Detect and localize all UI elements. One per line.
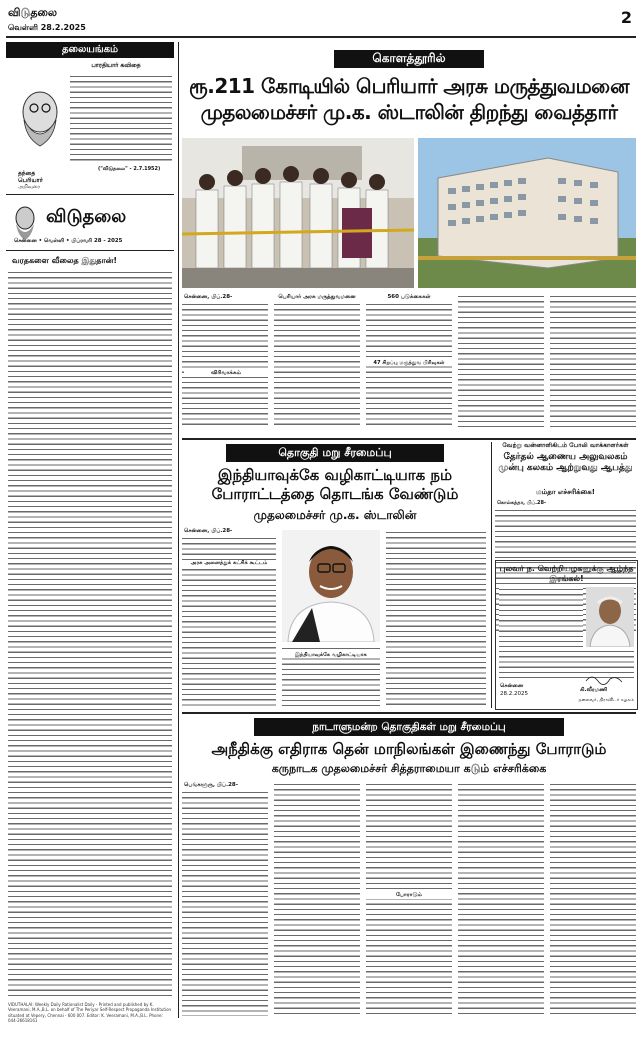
tribute-signer: கி.வீரமணி (580, 687, 608, 693)
story3-kicker-text: நாடாளுமன்ற தொகுதிகள் மறு சீரமைப்பு (312, 720, 506, 733)
divider (182, 712, 636, 714)
story3-col-1 (182, 790, 268, 1016)
story-delimitation (182, 442, 488, 710)
lead-kicker (334, 50, 484, 68)
periyar-portrait (14, 76, 66, 164)
issue-date: வெள்ளி 28.2.2025 (8, 23, 86, 32)
ad-line-2: பெரியார் (18, 177, 43, 184)
story3-col-3 (366, 782, 452, 1016)
lead-headline-2: முதலமைச்சர் மு.க. ஸ்டாலின் திறந்து வைத்தார் (200, 100, 618, 124)
ad-line-3: அறிவுரை (18, 184, 40, 190)
story2-dateline: சென்னை, பிப்.28- (184, 528, 233, 534)
lead-story (182, 44, 636, 436)
tribute-photo (586, 587, 634, 647)
viduthalai-logo (6, 200, 174, 248)
tribute-place: சென்னை (500, 683, 524, 689)
lead-kicker-text: கொளத்தூரில் (372, 51, 446, 65)
story2-kicker-text: தொகுதி மறு சீரமைப்பு (278, 445, 392, 459)
story2-col-3 (386, 530, 486, 706)
story3-subhead: போராடும் (366, 892, 452, 899)
tribute-signer-title: தலைவர், திராவிடர் கழகம் (578, 698, 634, 703)
editorial-column (6, 42, 174, 1022)
box-headline: தேர்தல் ஆணைய அலுவலகம் முன்பு கலகம் ஆற்றுவது ஆபத்து (498, 452, 633, 473)
tribute-date: 28.2.2025 (500, 691, 528, 697)
signature-mark (584, 673, 624, 685)
box-byline: மம்தா எச்சரிக்கை! (536, 488, 595, 496)
lead-subhead-3: விரிவாக்கம் (184, 370, 268, 377)
story3-byline: கருநாடக முதலமைச்சர் சித்தராமையா கடும் எச்சரிக்கை (271, 762, 547, 775)
story-mamata (495, 442, 636, 552)
story3-col-4 (458, 782, 544, 1016)
divider (182, 438, 636, 440)
lead-col-2 (274, 302, 360, 428)
story3-col-2 (274, 782, 360, 1016)
story2-kicker (226, 444, 444, 462)
editorial-headline: வரதகளை வீலைத இதுதான்! (12, 256, 118, 265)
lead-headline-1: ரூ.211 கோடியில் பெரியார் அரசு மருத்துவமனை (189, 74, 629, 98)
box-dateline: கொல்கத்தா, பிப்.28- (497, 500, 547, 506)
lead-subhead-2: 560 படுக்கைகள் (387, 294, 431, 300)
divider (6, 194, 174, 195)
quote-text (70, 74, 172, 164)
editorial-body (8, 270, 172, 998)
ad-line-1: தந்தை (18, 170, 36, 177)
story2-headline: இந்தியாவுக்கே வழிகாட்டியாக நம் போராட்டத்தை தொடங்க வேண்டும் (211, 466, 459, 503)
column-rule (178, 42, 179, 1018)
masthead (0, 0, 642, 40)
column-rule (491, 442, 492, 708)
editorial-section-title: தலையங்கம் (6, 42, 174, 58)
lead-col-1 (182, 302, 268, 428)
divider (6, 250, 174, 251)
logo-text: விடுதலை (46, 206, 127, 227)
stalin-photo (282, 530, 380, 642)
logo-portrait-icon (10, 202, 40, 242)
story2-byline: முதலமைச்சர் மு.க. ஸ்டாலின் (253, 508, 417, 522)
masthead-rule (6, 36, 636, 38)
story-siddaramaiah (182, 716, 636, 1020)
page-number: 2 (620, 8, 632, 27)
lead-photo-inauguration (182, 138, 414, 288)
lead-dateline: சென்னை, பிப்.28- (184, 294, 233, 300)
box-kicker: வேற்று வன்னாளிகிடம் போலி வாக்காளர்கள் (502, 442, 629, 449)
logo-dateline: சென்னை • வெள்ளி • பிப்ரவரி 28 - 2025 (14, 238, 123, 244)
paper-name: விடுதலை (8, 6, 58, 19)
story2-subhead-1: அரசு அனைத்துக் கட்சிக் கூட்டம் (182, 560, 276, 566)
story3-headline: அநீதிக்கு எதிராக தென் மாநிலங்கள் இணைந்து போராடும் (211, 740, 607, 758)
story2-subhead-2: இந்தியாவுக்கே வழிகாட்டியாக (282, 652, 380, 658)
story3-col-5 (550, 782, 636, 1016)
quote-caption: பாரதியார் கவிதை (91, 62, 141, 69)
lead-col-5 (550, 294, 636, 428)
quote-author: ("விடுதலை" - 2.7.1952) (98, 166, 161, 172)
tribute-body-1 (499, 587, 583, 647)
lead-subhead-1: பெரியார் அரசு மருத்துவமனை (278, 294, 356, 300)
lead-photo-hospital (418, 138, 636, 288)
tribute-headline: புலவர் ந. வெற்றியழகனுக்கு ஆழ்ந்த இரங்கல்! (499, 564, 634, 583)
imprint: VIDUTHALAI: Weekly Daily Rationalist Daily - Printed and published by K. Veeramani, M.A.,B.L. on behalf of The Periyar Self-Respect Propaganda Institution situated at Vepery, Chennai - 600 007. Editor: K. Veeramani, M.A.,B.L. Phone: 044-26618161 (8, 1002, 172, 1024)
story3-dateline: பெங்களூரு, பிப்.28- (184, 782, 239, 788)
lead-subhead-4: 47 சிறப்பு மருத்துவ பிரிவுகள் (366, 360, 452, 366)
lead-col-4 (458, 294, 544, 428)
tribute-box (495, 560, 638, 710)
story3-kicker (254, 718, 564, 736)
